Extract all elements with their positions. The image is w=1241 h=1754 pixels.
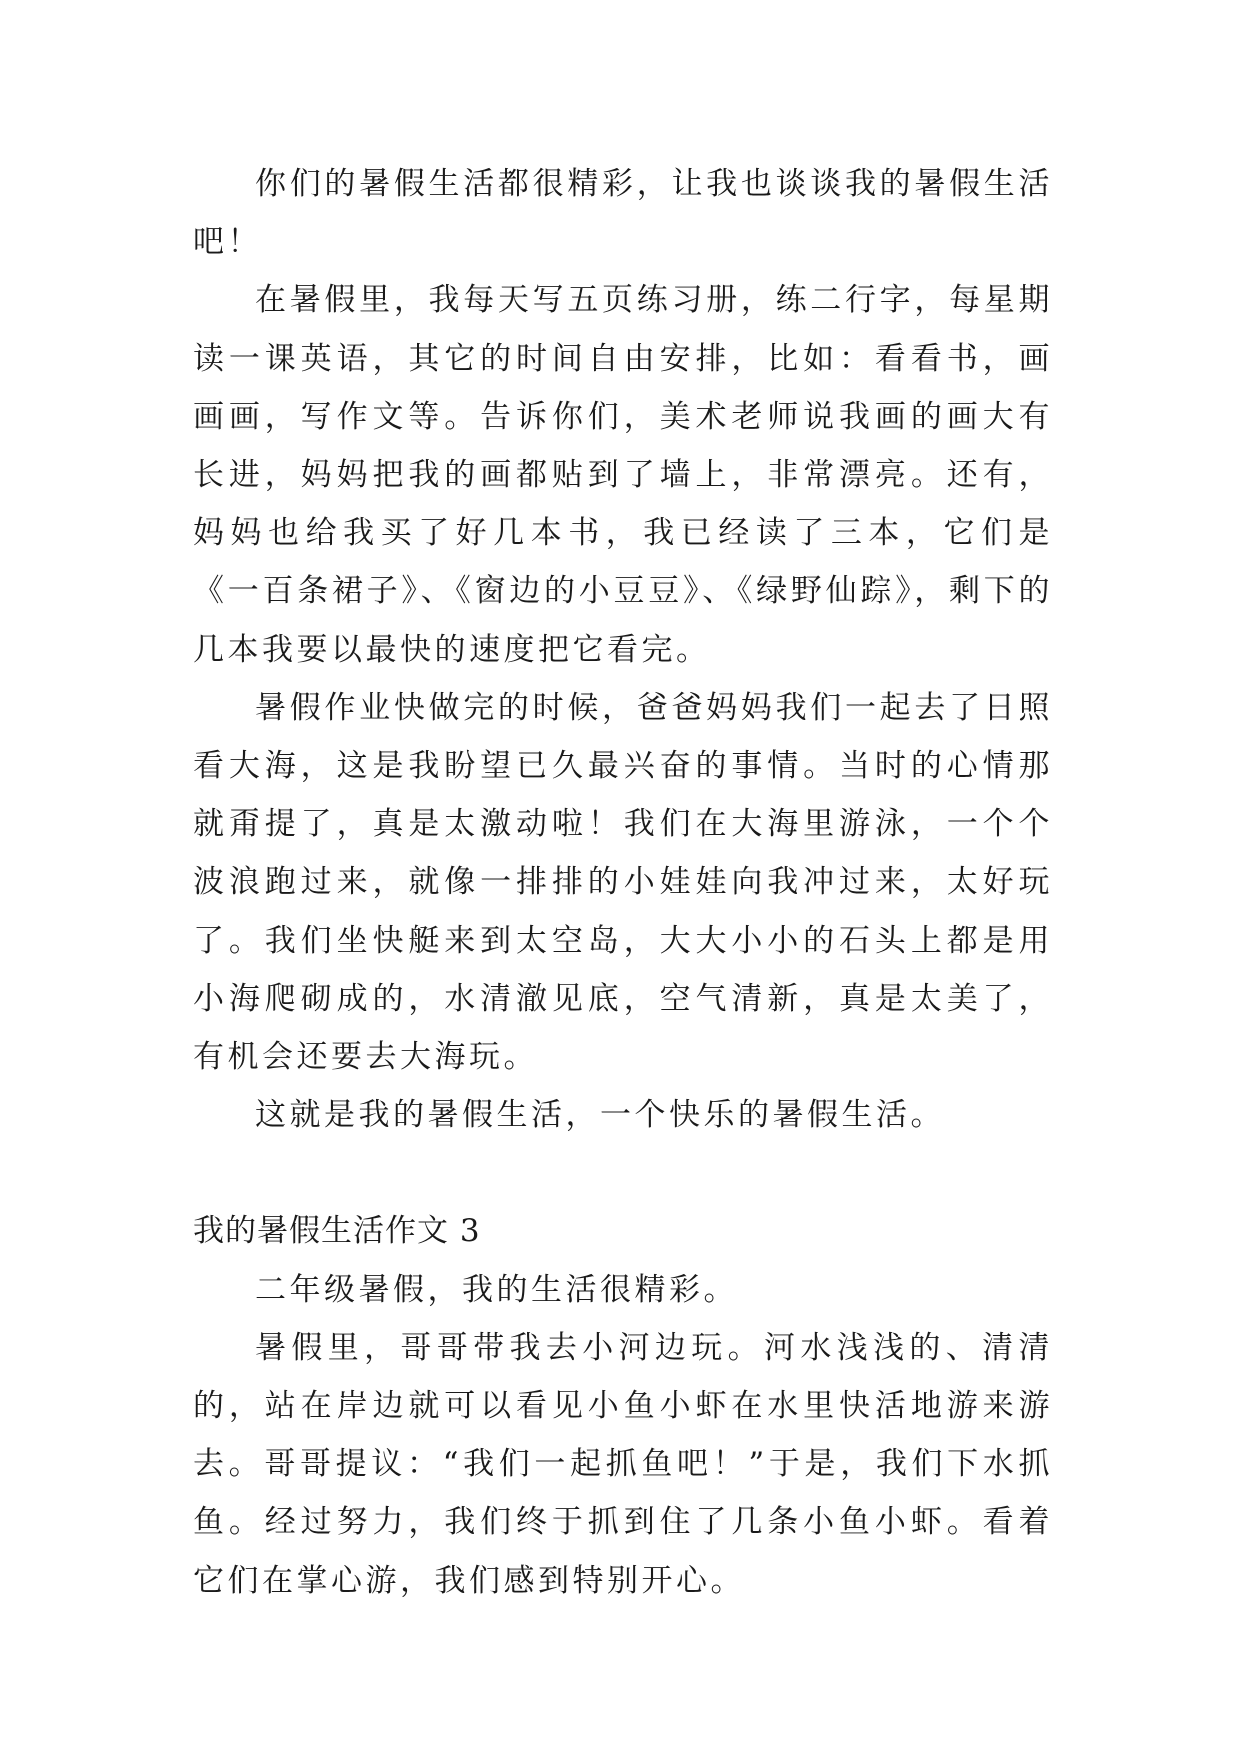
- paragraph: 二年级暑假，我的生活很精彩。: [255, 1271, 738, 1308]
- paragraph: 在暑假里，我每天写五页练习册，练二行字，每星期读一课英语，其它的时间自由安排，比如：看看书，画画画，写作文等。告诉你们，美术老师说我画的画大有长进，妈妈把我的画都贴到了墙上，非常漂亮。还有，妈妈也给我买了好几本书，我已经读了三本，它们是《一百条裙子》、《窗边的小豆豆》、《绿野仙踪》，剩下的几本我要以最快的速度把它看完。: [193, 282, 1053, 668]
- document-body: [193, 155, 1053, 1610]
- section-title: 我的暑假生活作文 3: [193, 1213, 481, 1250]
- paragraph: 暑假里，哥哥带我去小河边玩。河水浅浅的、清清的，站在岸边就可以看见小鱼小虾在水里快活地游来游去。哥哥提议：“我们一起抓鱼吧！”于是，我们下水抓鱼。经过努力，我们终于抓到住了几条小鱼小虾。看着它们在掌心游，我们感到特别开心。: [193, 1329, 1053, 1599]
- paragraph: 暑假作业快做完的时候，爸爸妈妈我们一起去了日照看大海，这是我盼望已久最兴奋的事情。当时的心情那就甭提了，真是太激动啦！我们在大海里游泳，一个个波浪跑过来，就像一排排的小娃娃向我冲过来，太好玩了。我们坐快艇来到太空岛，大大小小的石头上都是用小海爬砌成的，水清澈见底，空气清新，真是太美了，有机会还要去大海玩。: [193, 689, 1053, 1076]
- paragraph: 这就是我的暑假生活，一个快乐的暑假生活。: [255, 1097, 945, 1134]
- paragraph: 你们的暑假生活都很精彩，让我也谈谈我的暑假生活吧！: [193, 166, 1053, 261]
